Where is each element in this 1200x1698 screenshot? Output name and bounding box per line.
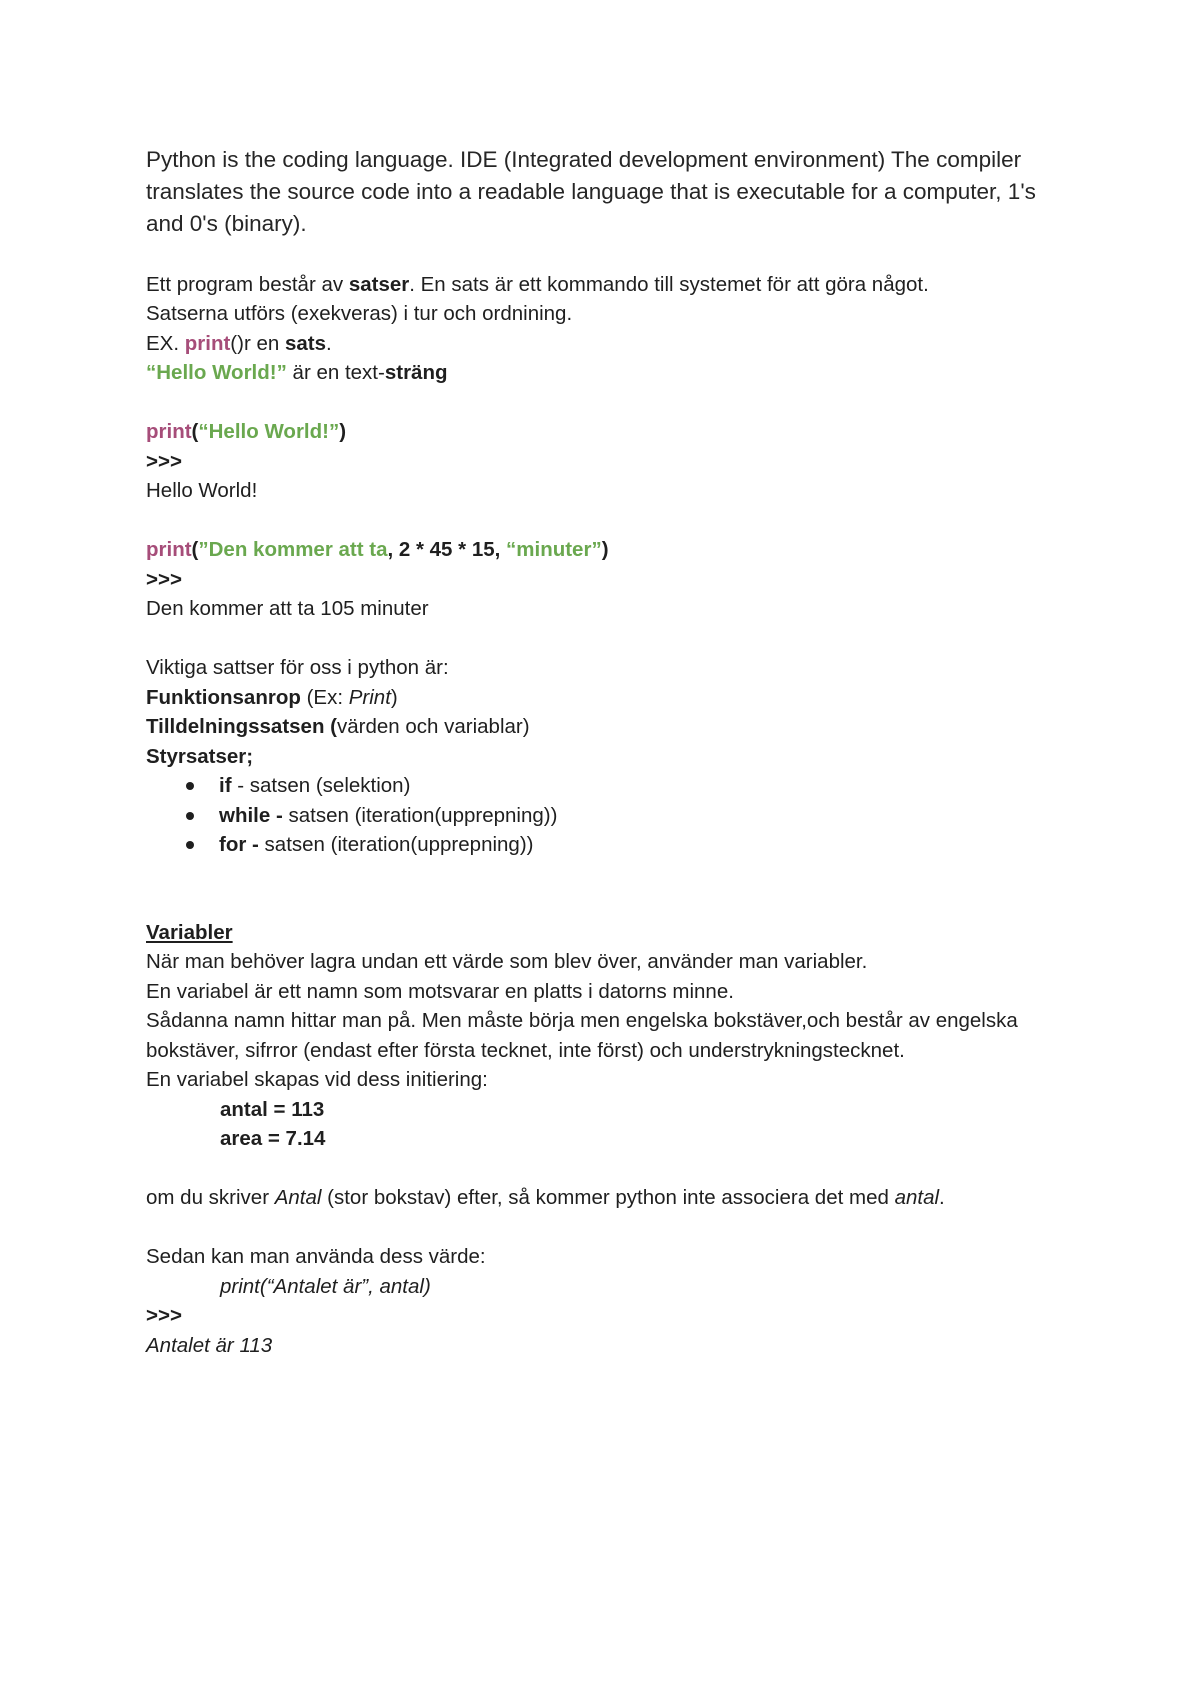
bullet-icon xyxy=(186,841,194,849)
text-run: ()r en xyxy=(230,331,285,355)
paren: ( xyxy=(191,538,199,561)
spacer xyxy=(146,506,1066,536)
bold-term-satser: satser xyxy=(348,272,410,296)
keyword-print: print xyxy=(184,331,231,355)
keyword-print: print xyxy=(146,538,192,561)
case-sensitivity-note xyxy=(146,1183,1066,1213)
list-item xyxy=(146,830,1066,860)
variables-paragraph-4: En variabel skapas vid dess initiering: xyxy=(146,1068,488,1091)
section-heading-variabler: Variabler xyxy=(146,920,233,944)
italic-term: Print xyxy=(348,685,391,709)
text-run: ) xyxy=(390,685,398,709)
document-page xyxy=(146,144,1066,1360)
text-run: värden och variablar) xyxy=(337,715,530,738)
keyword: while - xyxy=(219,803,283,827)
bold-term: Tilldelningssatsen ( xyxy=(146,715,337,738)
text-run: (stor bokstav) efter, så kommer python inte associera det med xyxy=(321,1186,895,1209)
bold-term-strang: sträng xyxy=(384,361,448,384)
text-run: . xyxy=(326,331,332,355)
code-line-antal: antal = 113 xyxy=(220,1097,325,1121)
usage-intro: Sedan kan man använda dess värde: xyxy=(146,1245,486,1268)
intro-paragraph: Python is the coding language. IDE (Integrated development environment) The compiler translates the source code into a readable language that is executable for a computer, 1's and 0's (binary). xyxy=(146,147,1036,236)
text-run: är en text- xyxy=(286,361,385,384)
text-run: Ett program består av xyxy=(146,272,349,296)
variables-paragraph-1: När man behöver lagra undan ett värde som blev över, använder man variabler. xyxy=(146,950,868,973)
paren: ( xyxy=(191,420,199,443)
code-example-1 xyxy=(146,417,1066,447)
console-output: Den kommer att ta 105 minuter xyxy=(146,597,429,620)
program-line-2: Satserna utförs (exekveras) i tur och ordnining. xyxy=(146,302,573,325)
console-prompt: >>> xyxy=(146,567,182,591)
spacer xyxy=(146,624,1066,654)
spacer xyxy=(146,240,1066,270)
string-literal: “minuter” xyxy=(506,538,602,561)
statement-function-call xyxy=(146,683,1066,713)
statements-intro: Viktiga sattser för oss i python är: xyxy=(146,656,449,679)
spacer xyxy=(146,860,1066,918)
keyword: if xyxy=(219,774,232,797)
text-run: satsen (iteration(upprepning)) xyxy=(258,833,534,856)
text-run: satsen (iteration(upprepning)) xyxy=(282,803,558,827)
console-prompt: >>> xyxy=(146,1304,182,1327)
console-output: Hello World! xyxy=(146,479,258,502)
spacer xyxy=(146,1213,1066,1243)
string-literal: “Hello World!” xyxy=(198,420,340,443)
console-output: Antalet är 113 xyxy=(146,1333,273,1357)
usage-code: print(“Antalet är”, antal) xyxy=(220,1274,431,1298)
list-item xyxy=(146,771,1066,801)
text-run: . En sats är ett kommando till systemet för att göra något. xyxy=(409,272,929,296)
bold-term: Funktionsanrop xyxy=(146,685,301,709)
spacer xyxy=(146,1154,1066,1184)
program-line-3 xyxy=(146,329,1066,359)
string-literal: “Hello World!” xyxy=(146,361,287,384)
paren: ) xyxy=(601,538,609,561)
program-line-1 xyxy=(146,270,1066,300)
list-item xyxy=(146,801,1066,831)
code-line-area: area = 7.14 xyxy=(220,1127,326,1150)
expression: , 2 * 45 * 15, xyxy=(387,538,507,561)
italic-term: antal xyxy=(894,1186,940,1209)
text-run: EX. xyxy=(146,331,185,355)
control-statements-list xyxy=(146,771,1066,860)
statement-control: Styrsatser; xyxy=(146,744,254,768)
console-prompt: >>> xyxy=(146,449,182,473)
program-line-4 xyxy=(146,358,1066,388)
spacer xyxy=(146,388,1066,418)
text-run: om du skriver xyxy=(146,1186,275,1209)
string-literal: ”Den kommer att ta xyxy=(198,538,388,561)
keyword-print: print xyxy=(146,420,192,443)
italic-term: Antal xyxy=(274,1186,322,1209)
code-example-2 xyxy=(146,535,1066,565)
variables-paragraph-2: En variabel är ett namn som motsvarar en platts i datorns minne. xyxy=(146,979,734,1003)
text-run: - satsen (selektion) xyxy=(231,774,411,797)
keyword: for - xyxy=(219,833,259,856)
paren: ) xyxy=(339,420,347,443)
bullet-icon xyxy=(186,782,194,790)
statement-assignment xyxy=(146,712,1066,742)
text-run: (Ex: xyxy=(300,685,349,709)
variables-paragraph-3: Sådanna namn hittar man på. Men måste börja men engelska bokstäver,och består av engelska bokstäver, sifrror (endast efter första tecknet, inte först) och understrykningstecknet. xyxy=(146,1009,1018,1062)
text-run: . xyxy=(939,1186,945,1209)
bullet-icon xyxy=(186,812,194,820)
bold-term-sats: sats xyxy=(284,331,327,355)
